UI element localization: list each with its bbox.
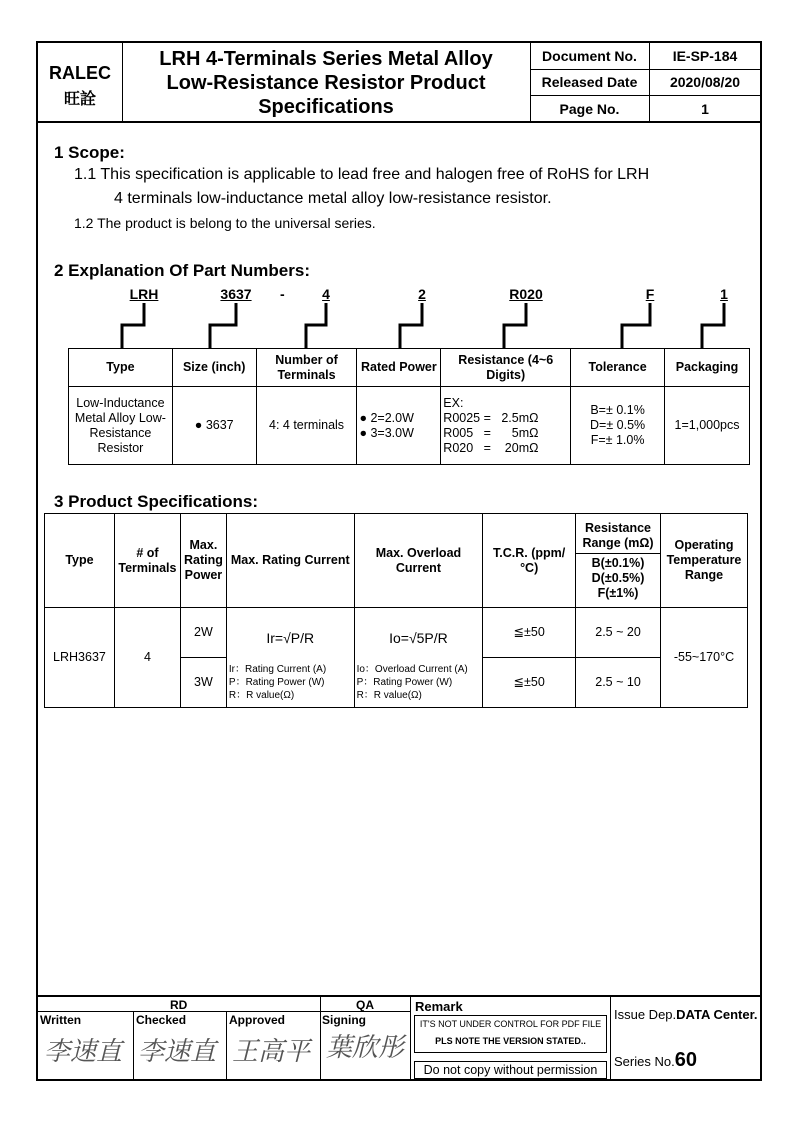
title-line-1: LRH 4-Terminals Series Metal Alloy (159, 48, 493, 70)
signature-written: 李速直 (44, 1037, 123, 1067)
ph-packaging: Packaging (665, 349, 750, 387)
remark-label: Remark (415, 999, 463, 1014)
part-connector-lines (38, 301, 760, 351)
page-label: Page No. (530, 96, 650, 123)
p-terminals: 4: 4 terminals (256, 387, 357, 465)
s-type: LRH3637 (45, 608, 115, 708)
sh-type: Type (45, 514, 115, 608)
title-line-2: Low-Resistance Resistor Product (166, 72, 486, 94)
written-label: Written (40, 1013, 82, 1027)
page-number: 1 (701, 101, 709, 118)
no-copy-notice: Do not copy without permission (414, 1061, 607, 1079)
logo-en: RALEC (49, 63, 111, 83)
part-number-table (68, 348, 750, 465)
logo-cn: 旺詮 (63, 89, 96, 108)
document-meta (530, 43, 760, 123)
p-packaging: 1=1,000pcs (665, 387, 750, 465)
sh-tcr: T.C.R. (ppm/°C) (483, 514, 576, 608)
release-date: 2020/08/20 (669, 74, 741, 91)
code-terminals: 4 (322, 286, 330, 302)
approved-label: Approved (229, 1013, 286, 1027)
code-size: 3637 (220, 286, 252, 302)
s-range-1: 2.5 ~ 20 (576, 608, 661, 658)
s-terminals: 4 (114, 608, 180, 708)
signature-signing: 葉欣彤 (326, 1033, 405, 1063)
p-tolerance: B=± 0.1% D=± 0.5% F=± 1.0% (571, 387, 665, 465)
rd-label: RD (170, 998, 188, 1012)
scope-p1a: 1.1 This specification is applicable to lead free and halogen free of RoHS for LRH (74, 166, 650, 183)
series-no: Series No.60 (614, 1049, 697, 1071)
code-packaging: 1 (720, 286, 728, 302)
issue-dep: Issue Dep.DATA Center. (614, 1007, 758, 1022)
p-size: ● 3637 (172, 387, 256, 465)
code-dash: - (280, 286, 285, 302)
sh-terminals: # of Terminals (114, 514, 180, 608)
qa-label: QA (356, 998, 374, 1012)
doc-no-label: Document No. (530, 43, 650, 69)
title-line-3: Specifications (258, 96, 394, 118)
s-overload: Io=√5P/R Io：Overload Current (A) P：Rating Power (W) R：R value(Ω) (354, 608, 483, 708)
code-resistance: R020 (509, 286, 543, 302)
s-range-2: 2.5 ~ 10 (576, 658, 661, 708)
scope-p1b: 4 terminals low-inductance metal alloy low-resistance resistor. (114, 190, 552, 207)
document-title (122, 43, 530, 123)
date-label: Released Date (530, 70, 650, 96)
ph-resistance: Resistance (4~6 Digits) (441, 349, 571, 387)
header (38, 43, 760, 123)
document-frame (36, 41, 762, 1081)
s-power-2w: 2W (180, 608, 226, 658)
s-temp: -55~170°C (660, 608, 747, 708)
ph-tolerance: Tolerance (571, 349, 665, 387)
code-tolerance: F (645, 286, 655, 302)
spec-heading: 3 Product Specifications: (54, 492, 259, 511)
p-type: Low-Inductance Metal Alloy Low-Resistance Resistor (69, 387, 173, 465)
s-power-3w: 3W (180, 658, 226, 708)
s-tcr-2: ≦±50 (483, 658, 576, 708)
checked-label: Checked (136, 1013, 187, 1027)
signing-label: Signing (322, 1013, 366, 1027)
s-current: Ir=√P/R Ir：Rating Current (A) P：Rating Power (W) R：R value(Ω) (226, 608, 354, 708)
sh-overload: Max. Overload Current (354, 514, 483, 608)
spec-table (44, 513, 748, 708)
p-power: ● 2=2.0W ● 3=3.0W (357, 387, 441, 465)
signature-approved: 王高平 (232, 1037, 311, 1067)
footer (38, 995, 760, 1079)
part-heading: 2 Explanation Of Part Numbers: (54, 261, 310, 280)
sh-temp: Operating Temperature Range (660, 514, 747, 608)
ph-size: Size (inch) (172, 349, 256, 387)
p-resistance: EX: R0025 = 2.5mΩ R005 = 5mΩ R020 = 20mΩ (441, 387, 571, 465)
sh-power: Max. Rating Power (180, 514, 226, 608)
doc-no: IE-SP-184 (672, 47, 738, 64)
ph-power: Rated Power (357, 349, 441, 387)
sh-current: Max. Rating Current (226, 514, 354, 608)
code-power: 2 (418, 286, 426, 302)
ph-terminals: Number of Terminals (256, 349, 357, 387)
sh-range: Resistance Range (mΩ) B(±0.1%) D(±0.5%) F(±1%) (576, 514, 661, 608)
scope-heading: 1 Scope: (54, 143, 125, 162)
company-logo (38, 43, 122, 123)
signature-checked: 李速直 (138, 1037, 217, 1067)
ph-type: Type (69, 349, 173, 387)
pdf-notice: IT'S NOT UNDER CONTROL FOR PDF FILE PLS NOTE THE VERSION STATED.. (414, 1015, 607, 1053)
scope-p2: 1.2 The product is belong to the universal series. (74, 215, 376, 231)
s-tcr-1: ≦±50 (483, 608, 576, 658)
code-type: LRH (129, 286, 159, 302)
